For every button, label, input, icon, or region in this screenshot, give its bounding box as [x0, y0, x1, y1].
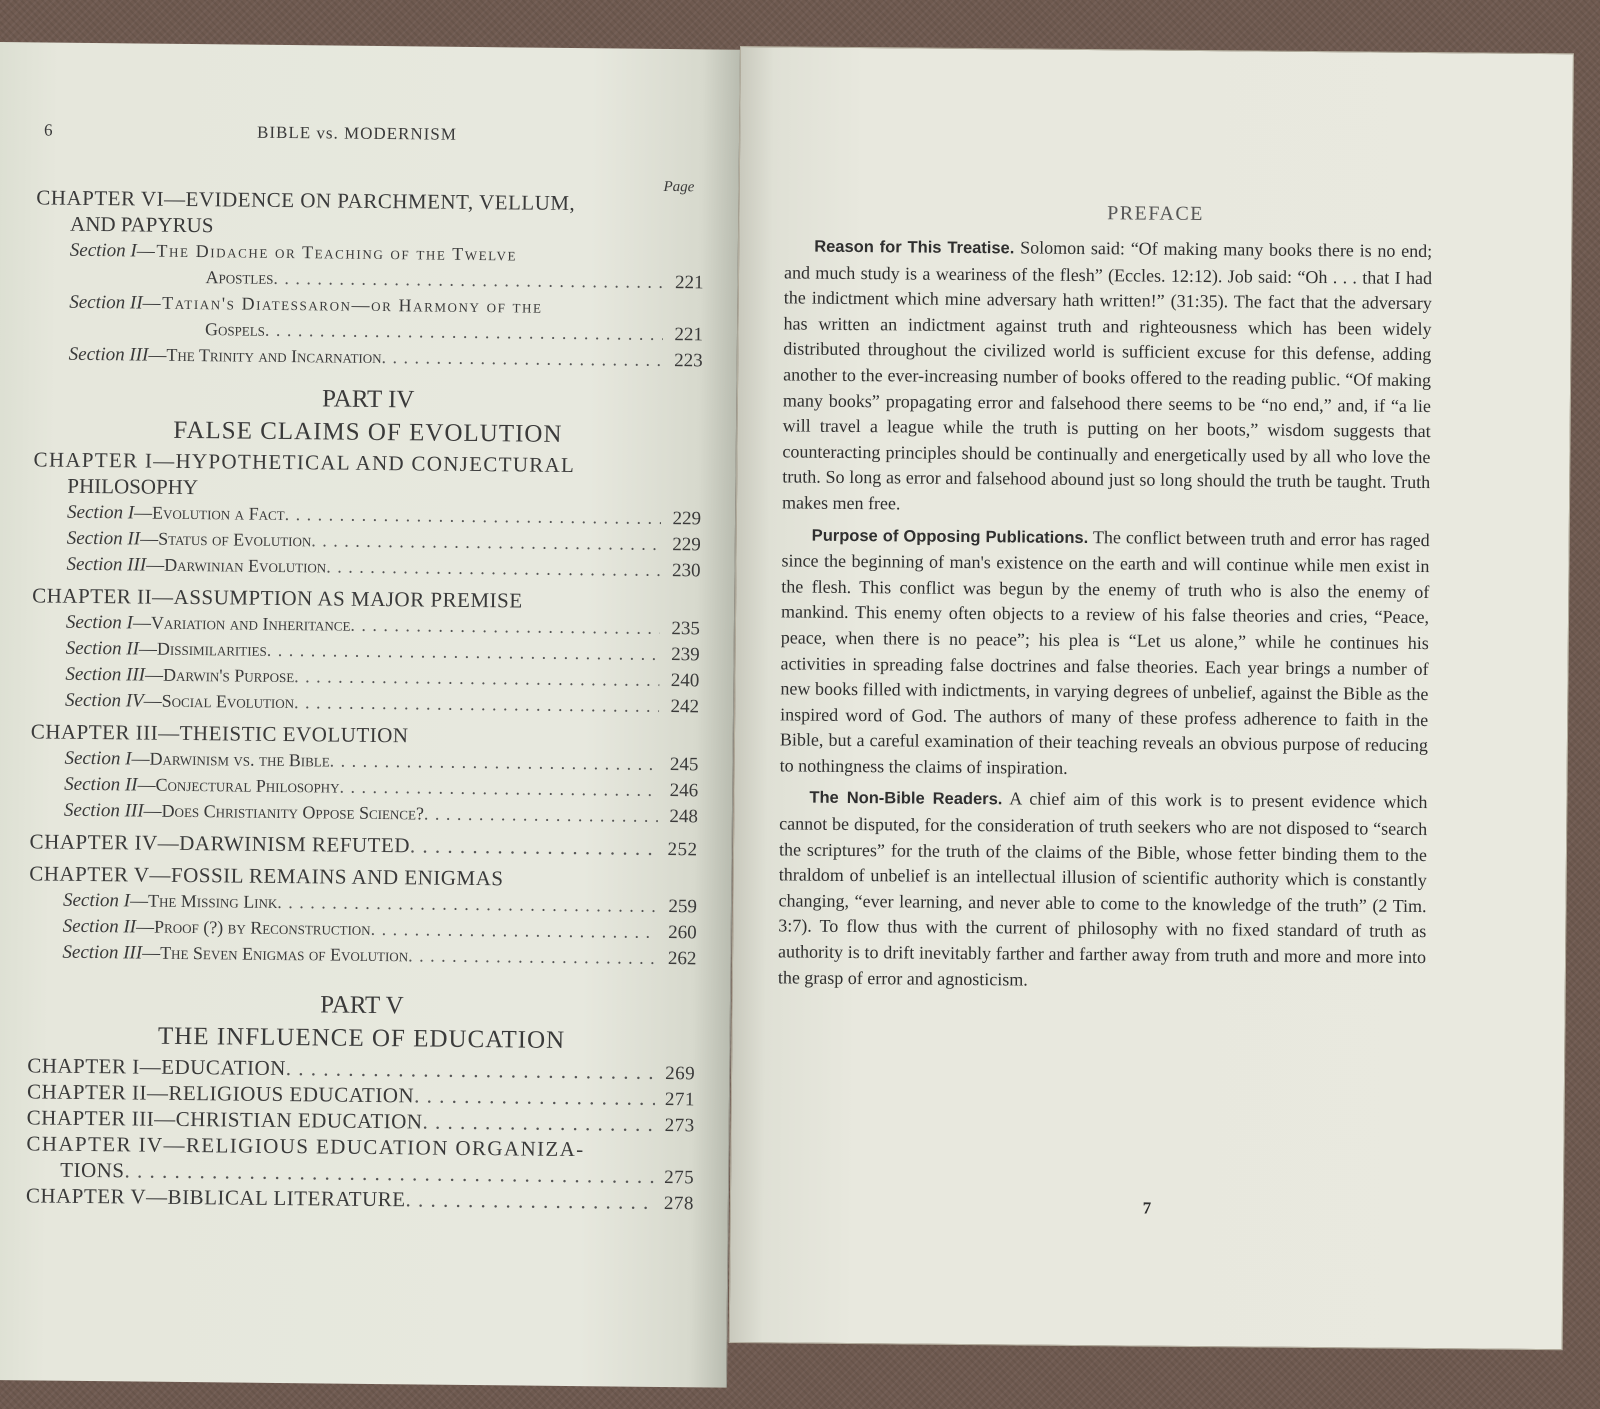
paragraph-lead: Reason for This Treatise. [814, 237, 1015, 258]
toc-section: Section II—Proof (?) by Reconstruction . . . 260 [29, 912, 697, 945]
page-ref: 221 [674, 324, 704, 346]
chapter-title: CHAPTER I—HYPOTHETICAL AND CONJECTURAL [33, 447, 576, 478]
chapter-title: CHAPTER II—ASSUMPTION AS MAJOR PREMISE [32, 583, 523, 613]
table-of-contents [26, 184, 705, 1215]
page-ref: 235 [671, 618, 701, 640]
part-title: FALSE CLAIMS OF EVOLUTION [173, 416, 563, 448]
toc-section: Section I—Variation and Inheritance . . . 235 [32, 608, 700, 641]
page-ref: 246 [669, 780, 699, 802]
toc-section: Section I—The Didache or Teaching of the Twelve [69, 239, 518, 265]
toc-section: Section I—Evolution a Fact . . . 229 [33, 498, 701, 531]
page-ref: 230 [671, 560, 701, 582]
page-ref: 271 [664, 1089, 696, 1111]
page-ref: 269 [665, 1063, 696, 1085]
page-ref: 221 [674, 272, 704, 294]
toc-section: Section III—Darwin's Purpose . . . 240 [31, 660, 699, 693]
toc-section: Section IV—Social Evolution . . . 242 [31, 686, 699, 719]
paragraph-lead: Purpose of Opposing Publications. [811, 526, 1089, 547]
right-page [729, 46, 1574, 1350]
chapter-title: CHAPTER IV—DARWINISM REFUTED . . . 252 [29, 828, 697, 861]
preface-paragraph [778, 785, 1428, 996]
preface-paragraph [782, 233, 1432, 521]
paragraph-text: Solomon said: “Of making many books there is no end; and much study is a weariness of the flesh” (Eccles. 12:12). Job said: “Oh . . . that I had the indictment which mine adversary hath written!” (31:35). The fact that the adversary has written an indictment against truth and righteousness which has been widely distributed throughout the civilized world is sufficient excuse for this defense, adding another to the ever-increasing number of books offered to the reading public. “Of making many books” propagating error and falsehood there seems to be “no end,” and, if “a lie will travel a league while the truth is putting on her boots,” wisdom suggests that counteracting principles should be continually and energetically used by all who love the truth. So long as error and falsehood abound just so long should the truth be taught. Truth makes men free. [781, 237, 1433, 514]
page-ref: 223 [674, 350, 703, 372]
toc-section: Section II—Dissimilarities . . . 239 [32, 634, 700, 667]
chapter-title: CHAPTER V—FOSSIL REMAINS AND ENIGMAS [29, 861, 504, 891]
part-heading: PART V [320, 991, 404, 1020]
left-page-number: 6 [43, 120, 54, 140]
paragraph-text: A chief aim of this work is to present evidence which cannot be disputed, for the consideration of truth seekers who are not disposed to “search the scriptures” for the truth of the claims of the Bible, whose fetter binding them to the thraldom of unbelief is an intellectual illusion of scientific authority which is constantly changing, “ever learning, and never able to come to the knowledge of the truth” (2 Tim. 3:7). To flow thus with the current of philosophy with no fixed standard of truth as authority is to drift inevitably farther and farther away from truth and more and more into the grasp of error and agnosticism. [777, 788, 1428, 990]
book-title: BIBLE vs. MODERNISM [256, 122, 458, 144]
part-heading: PART IV [321, 385, 415, 414]
chapter-title: CHAPTER III—CHRISTIAN EDUCATION . . . 273 [27, 1104, 695, 1137]
preface-body [778, 233, 1433, 1002]
page-ref: 278 [663, 1193, 694, 1215]
preface-title: PREFACE [1107, 202, 1205, 226]
part-title: THE INFLUENCE OF EDUCATION [157, 1022, 566, 1054]
toc-section: Section I—The Missing Link . . . 259 [29, 886, 697, 919]
toc-section: Section I—Darwinism vs. the Bible . . . 245 [30, 744, 698, 777]
page-ref: 260 [668, 922, 697, 944]
chapter-title-continued: AND PAPYRUS [69, 211, 214, 238]
chapter-title-continued: PHILOSOPHY [67, 473, 199, 500]
toc-section: Section III—Darwinian Evolution . . . 230 [32, 550, 700, 583]
chapter-title: CHAPTER IV—RELIGIOUS EDUCATION ORGANIZA- [26, 1131, 585, 1162]
page-ref: 242 [670, 696, 700, 718]
toc-section: Section II—Conjectural Philosophy . . . 246 [30, 770, 698, 803]
preface-paragraph [780, 522, 1430, 785]
toc-section: Section II—Status of Evolution . . . 229 [33, 524, 701, 557]
chapter-title-continued: TIONS . . . 275 [26, 1156, 694, 1189]
right-page-number: 7 [1142, 1198, 1152, 1218]
toc-section-continued: Apostles . . . 221 [35, 262, 703, 295]
chapter-title: CHAPTER VI—EVIDENCE ON PARCHMENT, VELLUM, [36, 185, 576, 216]
chapter-title: CHAPTER I—EDUCATION . . . 269 [27, 1052, 695, 1085]
page-ref: 252 [667, 839, 698, 861]
page-ref: 259 [668, 896, 698, 918]
page-column-label: Page [663, 178, 695, 196]
left-page [0, 42, 741, 1388]
page-ref: 275 [664, 1167, 695, 1189]
chapter-title: CHAPTER II—RELIGIOUS EDUCATION . . . 271 [27, 1078, 695, 1111]
paragraph-lead: The Non-Bible Readers. [809, 789, 1003, 809]
page-ref: 273 [664, 1115, 695, 1137]
toc-section: Section III—The Trinity and Incarnation . . . 223 [35, 340, 703, 373]
page-ref: 239 [671, 644, 700, 666]
toc-section-continued: Gospels . . . 221 [35, 314, 703, 347]
page-ref: 245 [669, 754, 699, 776]
page-ref: 229 [672, 534, 701, 556]
toc-section: Section III—Does Christianity Oppose Science? . . . 248 [30, 796, 698, 829]
chapter-title: CHAPTER V—BIBLICAL LITERATURE . . . 278 [26, 1182, 694, 1215]
page-ref: 262 [667, 948, 697, 970]
toc-section: Section II—Tatian's Diatessaron—or Harmony of the [69, 291, 543, 317]
paragraph-text: The conflict between truth and error has raged since the beginning of man's existence on the earth and will continue while men exist in the flesh. This conflict was begun by the enemy of truth who is also the enemy of mankind. This enemy often objects to a review of his false theories and cries, “Peace, peace, when there is no peace”; his plea is “Let us alone,” while he continues his activities in spreading false doctrines and false theories. Each year brings a number of new books filled with indictments, in varying degrees of unbelief, against the Bible as the inspired word of God. The authors of many of these profess adherence to faith in the Bible, but a careful examination of their teaching reveals an obvious purpose of reducing to nothingness the claims of inspiration. [779, 526, 1430, 778]
page-ref: 240 [670, 670, 700, 692]
page-ref: 229 [672, 508, 702, 530]
chapter-title: CHAPTER III—THEISTIC EVOLUTION [30, 719, 409, 748]
toc-section: Section III—The Seven Enigmas of Evolution . . . 262 [28, 938, 696, 971]
page-ref: 248 [669, 806, 699, 828]
running-head [0, 120, 739, 144]
